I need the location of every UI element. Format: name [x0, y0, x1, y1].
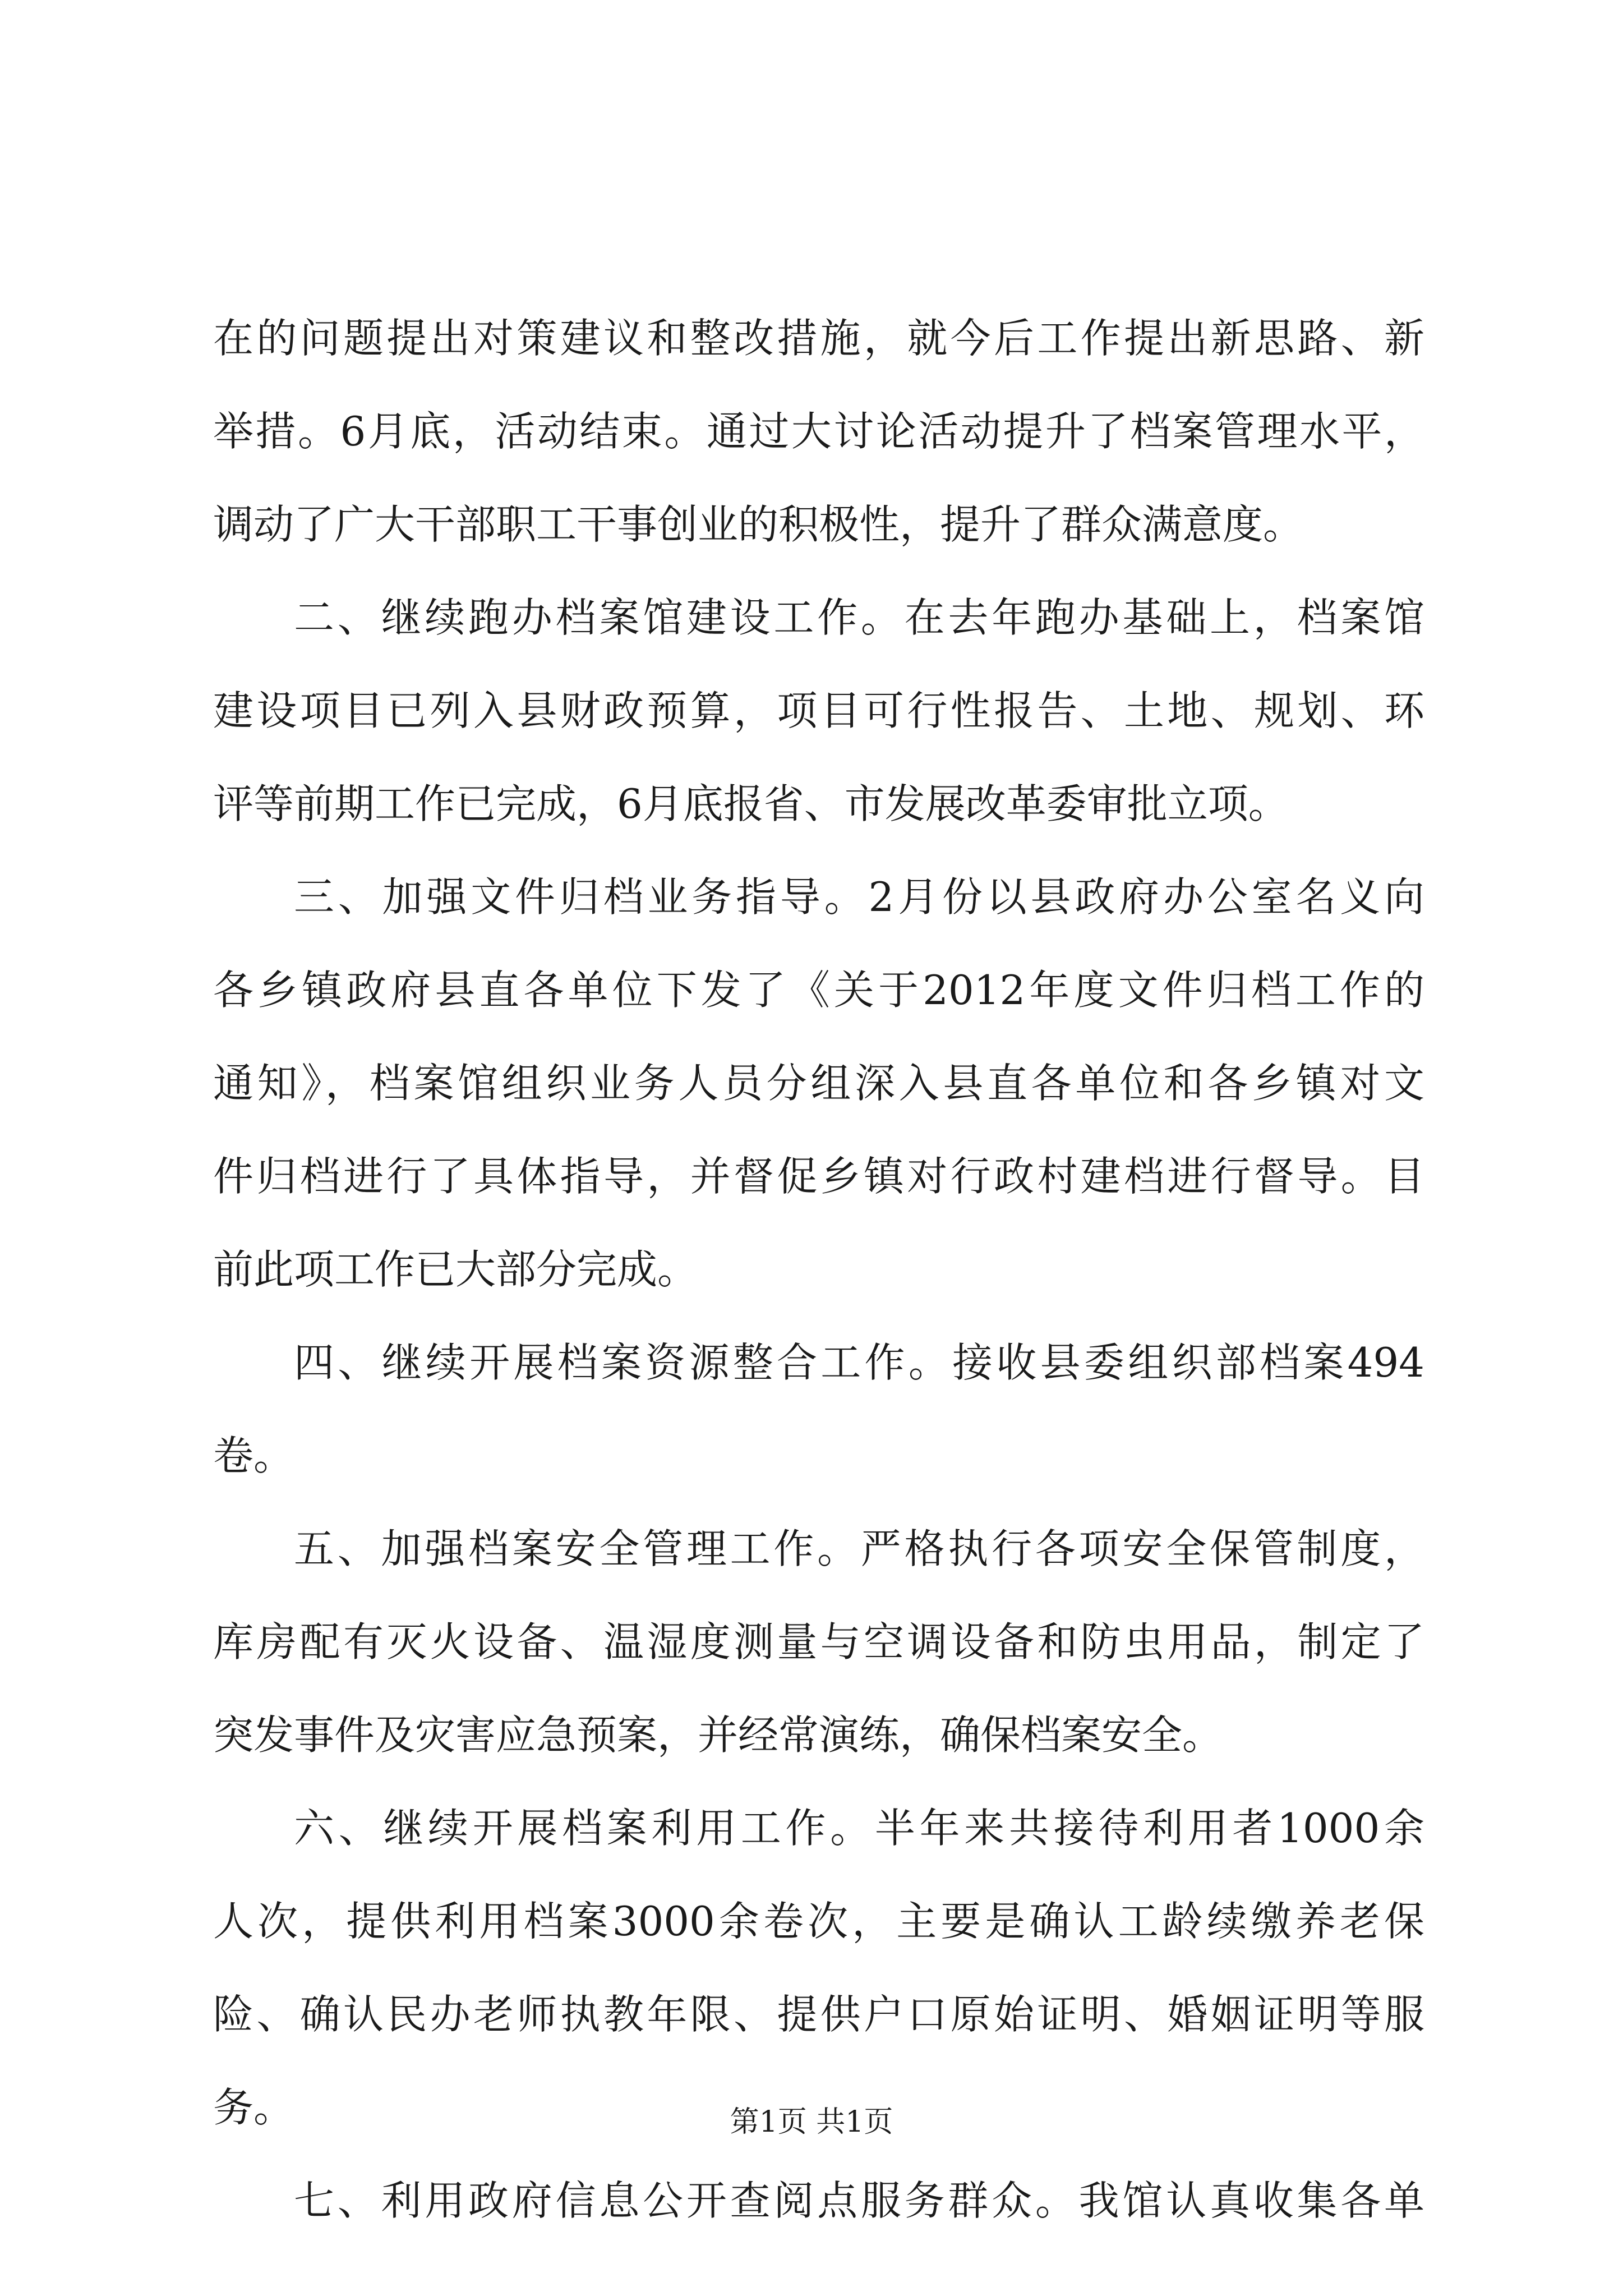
- text-line: 建设项目已列入县财政预算，项目可行性报告、土地、规划、环: [213, 687, 1424, 734]
- text-line: 各乡镇政府县直各单位下发了《关于2012年度文件归档工作的: [213, 967, 1424, 1014]
- text-line: 举措。6月底，活动结束。通过大讨论活动提升了档案管理水平，: [213, 408, 1424, 455]
- text-line: 五、加强档案安全管理工作。严格执行各项安全保管制度，: [294, 1525, 1424, 1572]
- text-line: 六、继续开展档案利用工作。半年来共接待利用者1000余: [294, 1805, 1424, 1852]
- page-footer: 第1页 共1页: [730, 2105, 893, 2139]
- text-line: 调动了广大干部职工干事创业的积极性，提升了群众满意度。: [213, 501, 1304, 548]
- text-line: 卷。: [213, 1432, 294, 1479]
- text-line: 件归档进行了具体指导，并督促乡镇对行政村建档进行督导。目: [213, 1153, 1424, 1200]
- text-line: 七、利用政府信息公开查阅点服务群众。我馆认真收集各单: [294, 2177, 1424, 2224]
- text-line: 三、加强文件归档业务指导。2月份以县政府办公室名义向: [294, 873, 1424, 921]
- text-line: 人次，提供利用档案3000余卷次，主要是确认工龄续缴养老保: [213, 1898, 1424, 1945]
- text-line: 务。: [213, 2084, 294, 2131]
- text-line: 库房配有灭火设备、温湿度测量与空调设备和防虫用品，制定了: [213, 1618, 1424, 1665]
- text-line: 险、确认民办老师执教年限、提供户口原始证明、婚姻证明等服: [213, 1991, 1424, 2038]
- text-line: 前此项工作已大部分完成。: [213, 1246, 698, 1293]
- text-line: 通知》，档案馆组织业务人员分组深入县直各单位和各乡镇对文: [213, 1060, 1424, 1107]
- text-line: 四、继续开展档案资源整合工作。接收县委组织部档案494: [294, 1339, 1424, 1386]
- text-line: 二、继续跑办档案馆建设工作。在去年跑办基础上，档案馆: [294, 594, 1424, 641]
- text-line: 在的问题提出对策建议和整改措施，就今后工作提出新思路、新: [213, 315, 1424, 362]
- text-line: 评等前期工作已完成，6月底报省、市发展改革委审批立项。: [213, 780, 1289, 827]
- body-text: [213, 292, 1424, 2247]
- text-line: 突发事件及灾害应急预案，并经常演练，确保档案安全。: [213, 1711, 1223, 1759]
